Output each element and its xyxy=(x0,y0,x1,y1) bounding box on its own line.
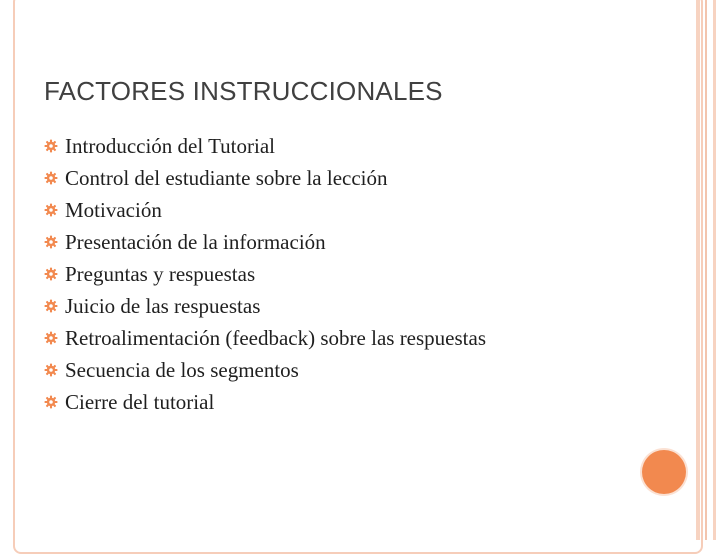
gear-icon xyxy=(44,200,64,220)
gear-icon xyxy=(44,328,64,348)
bullet-label: Control del estudiante sobre la lección xyxy=(65,165,388,190)
bullet-item xyxy=(44,194,486,226)
decorative-rail xyxy=(696,0,700,540)
gear-icon xyxy=(44,360,64,380)
gear-icon xyxy=(44,392,64,412)
bullet-item xyxy=(44,226,486,258)
bullet-item xyxy=(44,386,486,418)
gear-icon xyxy=(44,264,64,284)
gear-icon xyxy=(44,296,64,316)
bullet-list xyxy=(44,130,486,418)
bullet-label: Preguntas y respuestas xyxy=(65,261,256,286)
gear-icon xyxy=(44,168,64,188)
bullet-item xyxy=(44,162,486,194)
bullet-label: Juicio de las respuestas xyxy=(65,293,261,318)
bullet-label: Secuencia de los segmentos xyxy=(65,357,299,382)
decorative-rail xyxy=(705,0,707,540)
bullet-label: Introducción del Tutorial xyxy=(65,133,275,158)
gear-icon xyxy=(44,232,64,252)
bullet-item xyxy=(44,290,486,322)
bullet-item xyxy=(44,130,486,162)
gear-icon xyxy=(44,136,64,156)
bullet-item xyxy=(44,354,486,386)
decorative-rail xyxy=(713,0,716,540)
slide-title: FACTORES INSTRUCCIONALES xyxy=(44,76,443,106)
bullet-label: Cierre del tutorial xyxy=(65,389,215,414)
bullet-item xyxy=(44,258,486,290)
bullet-label: Motivación xyxy=(65,197,162,222)
bullet-label: Presentación de la información xyxy=(65,229,326,254)
bullet-item xyxy=(44,322,486,354)
decorative-circle xyxy=(642,450,686,494)
bullet-label: Retroalimentación (feedback) sobre las respuestas xyxy=(65,325,486,350)
